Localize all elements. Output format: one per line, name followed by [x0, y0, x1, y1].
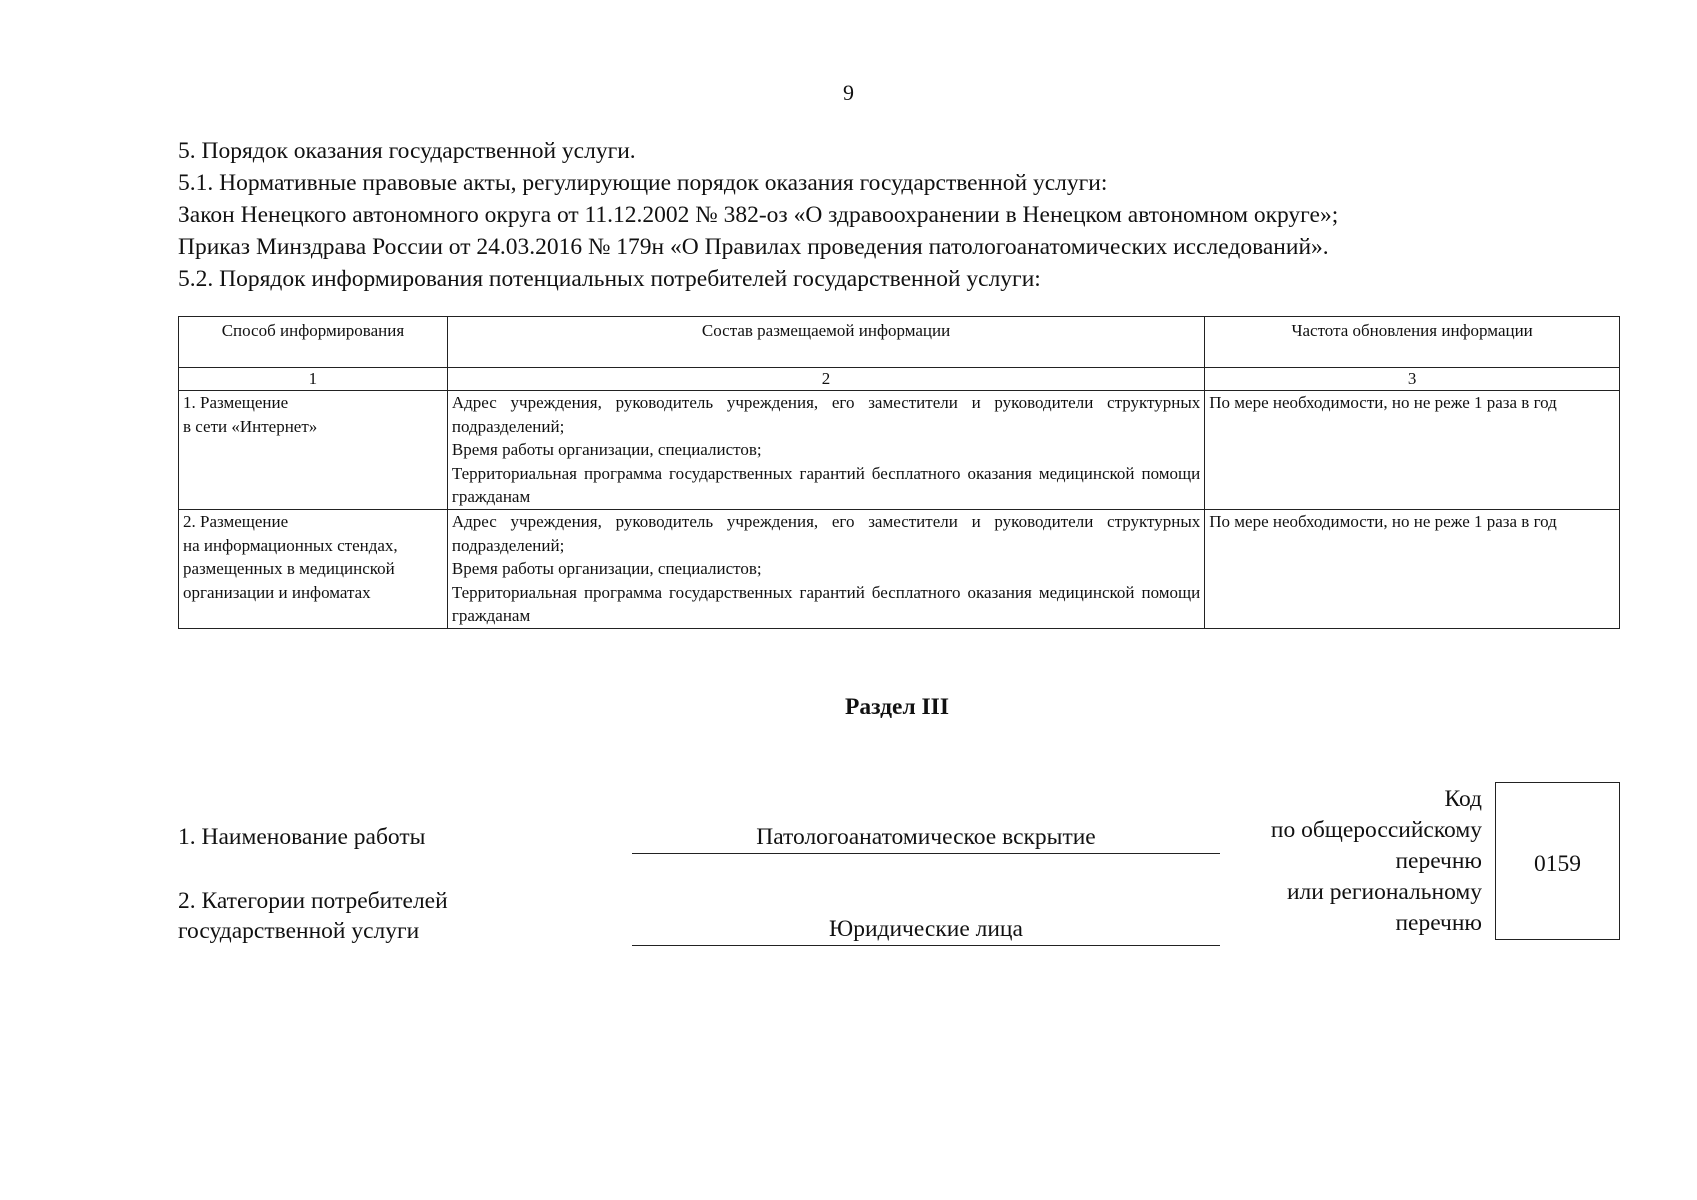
content-cell: Адрес учреждения, руководитель учреждения, его заместители и руководители структурных подразделений; Время работы организации, специалистов; Территориальная программа государственных гарантий бесплатного оказания медицинской помощи гражданам: [447, 391, 1204, 510]
paragraph-law: Закон Ненецкого автономного округа от 11.12.2002 № 382-оз «О здравоохранении в Ненецком автономном округе»;: [178, 202, 1339, 228]
work-name-label: 1. Наименование работы: [178, 824, 426, 850]
header-content: Состав размещаемой информации: [447, 317, 1204, 368]
paragraph-5: 5. Порядок оказания государственной услуги.: [178, 138, 636, 164]
column-number: 2: [447, 368, 1204, 391]
page-number: 9: [843, 80, 854, 105]
method-cell: 2. Размещение на информационных стендах, размещенных в медицинской организации и инфоматах: [179, 509, 448, 628]
frequency-cell: По мере необходимости, но не реже 1 раза в год: [1205, 509, 1620, 628]
header-frequency: Частота обновления информации: [1205, 317, 1620, 368]
table-header-row: [179, 317, 1620, 368]
information-table: [178, 316, 1620, 629]
work-name-underline: [632, 853, 1220, 854]
header-method: Способ информирования: [179, 317, 448, 368]
table-number-row: [179, 368, 1620, 391]
code-box: 0159: [1495, 782, 1620, 940]
table-row: [179, 391, 1620, 510]
table-row: [179, 509, 1620, 628]
section-title: Раздел III: [845, 694, 949, 720]
code-label: Код по общероссийскому перечню или региональному перечню: [1270, 786, 1482, 936]
column-number: 1: [179, 368, 448, 391]
method-cell: 1. Размещение в сети «Интернет»: [179, 391, 448, 510]
paragraph-order: Приказ Минздрава России от 24.03.2016 № 179н «О Правилах проведения патологоанатомических исследований».: [178, 234, 1329, 260]
content-cell: Адрес учреждения, руководитель учреждения, его заместители и руководители структурных подразделений; Время работы организации, специалистов; Территориальная программа государственных гарантий бесплатного оказания медицинской помощи гражданам: [447, 509, 1204, 628]
consumers-label-line2: государственной услуги: [178, 918, 420, 944]
paragraph-5-2: 5.2. Порядок информирования потенциальных потребителей государственной услуги:: [178, 266, 1041, 292]
work-name-value: Патологоанатомическое вскрытие: [756, 824, 1096, 850]
column-number: 3: [1205, 368, 1620, 391]
consumers-value: Юридические лица: [829, 916, 1023, 942]
consumers-label-line1: 2. Категории потребителей: [178, 888, 448, 914]
paragraph-5-1: 5.1. Нормативные правовые акты, регулирующие порядок оказания государственной услуги:: [178, 170, 1108, 196]
consumers-underline: [632, 945, 1220, 946]
frequency-cell: По мере необходимости, но не реже 1 раза в год: [1205, 391, 1620, 510]
